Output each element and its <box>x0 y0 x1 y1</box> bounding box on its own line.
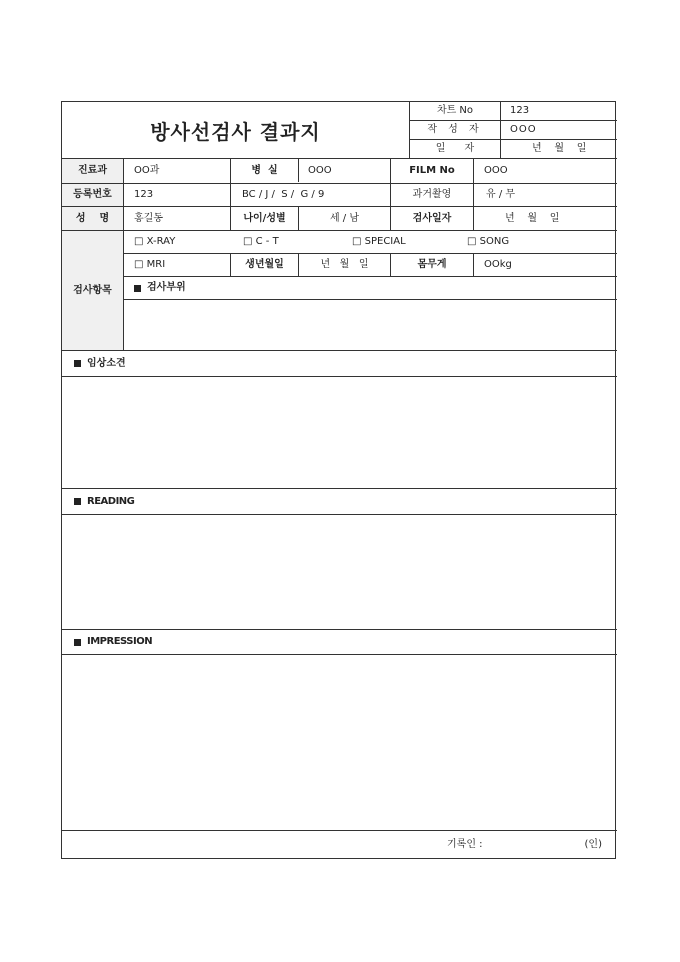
impression-heading <box>74 630 374 654</box>
history-value: 유 / 무 <box>486 189 516 200</box>
clinical-heading <box>74 351 374 376</box>
weight-value: OOkg <box>484 259 512 270</box>
recorder-label: 기록인 : <box>447 839 483 850</box>
chart-no-label: 차트 No <box>436 105 474 116</box>
room-value: OOO <box>308 165 332 176</box>
exam-date-label: 검사일자 <box>412 212 452 224</box>
code-value: BC / J / S / G / 9 <box>242 189 325 200</box>
square-bullet-icon <box>74 639 81 646</box>
age-gender-value: 세 / 남 <box>329 212 360 224</box>
film-no-value: OOO <box>484 165 508 176</box>
exam-site-label: 검사부위 <box>147 282 186 293</box>
film-no-label: FILM No <box>409 165 455 176</box>
square-bullet-icon <box>134 285 141 292</box>
author-label: 작 성 자 <box>427 124 483 135</box>
dept-value: OO과 <box>134 165 160 176</box>
reading-area[interactable] <box>63 515 616 628</box>
impression-area[interactable] <box>63 655 616 829</box>
author-value: OOO <box>510 124 537 135</box>
dept-label: 진료과 <box>62 159 123 183</box>
exam-items-label: 검사항목 <box>62 231 123 350</box>
name-value: 홍길동 <box>134 212 163 224</box>
impression-label: IMPRESSION <box>87 636 153 647</box>
checkbox-xray[interactable]: □ X-RAY <box>134 236 176 247</box>
weight-label: 몸무게 <box>417 259 447 270</box>
clinical-area[interactable] <box>63 377 616 487</box>
square-bullet-icon <box>74 498 81 505</box>
seal-mark: (인) <box>584 839 602 850</box>
name-label: 성 명 <box>62 207 123 230</box>
checkbox-special[interactable]: □ SPECIAL <box>352 236 406 247</box>
exam-site-area[interactable] <box>124 300 616 350</box>
birth-date-label: 생년월일 <box>245 259 284 270</box>
exam-site-heading <box>134 277 334 299</box>
report-sheet <box>61 101 616 859</box>
checkbox-song[interactable]: □ SONG <box>467 236 510 247</box>
reg-no-label: 등록번호 <box>62 184 123 206</box>
history-label: 과거촬영 <box>412 189 452 200</box>
date-label: 일 자 <box>435 143 475 154</box>
reg-no-value: 123 <box>134 189 154 200</box>
birth-date-value: 년 월 일 <box>320 259 369 270</box>
exam-date-value: 년 월 일 <box>505 212 560 224</box>
date-value: 년 월 일 <box>532 143 587 154</box>
room-label: 병 실 <box>251 165 278 176</box>
checkbox-ct[interactable]: □ C - T <box>243 236 279 247</box>
page-title: 방사선검사 결과지 <box>150 119 321 144</box>
clinical-label: 임상소견 <box>87 357 126 369</box>
checkbox-mri[interactable]: □ MRI <box>134 259 166 270</box>
chart-no-value: 123 <box>510 105 530 116</box>
reading-heading <box>74 489 374 514</box>
age-gender-label: 나이/성별 <box>243 212 286 224</box>
square-bullet-icon <box>74 360 81 367</box>
reading-label: READING <box>87 495 135 507</box>
